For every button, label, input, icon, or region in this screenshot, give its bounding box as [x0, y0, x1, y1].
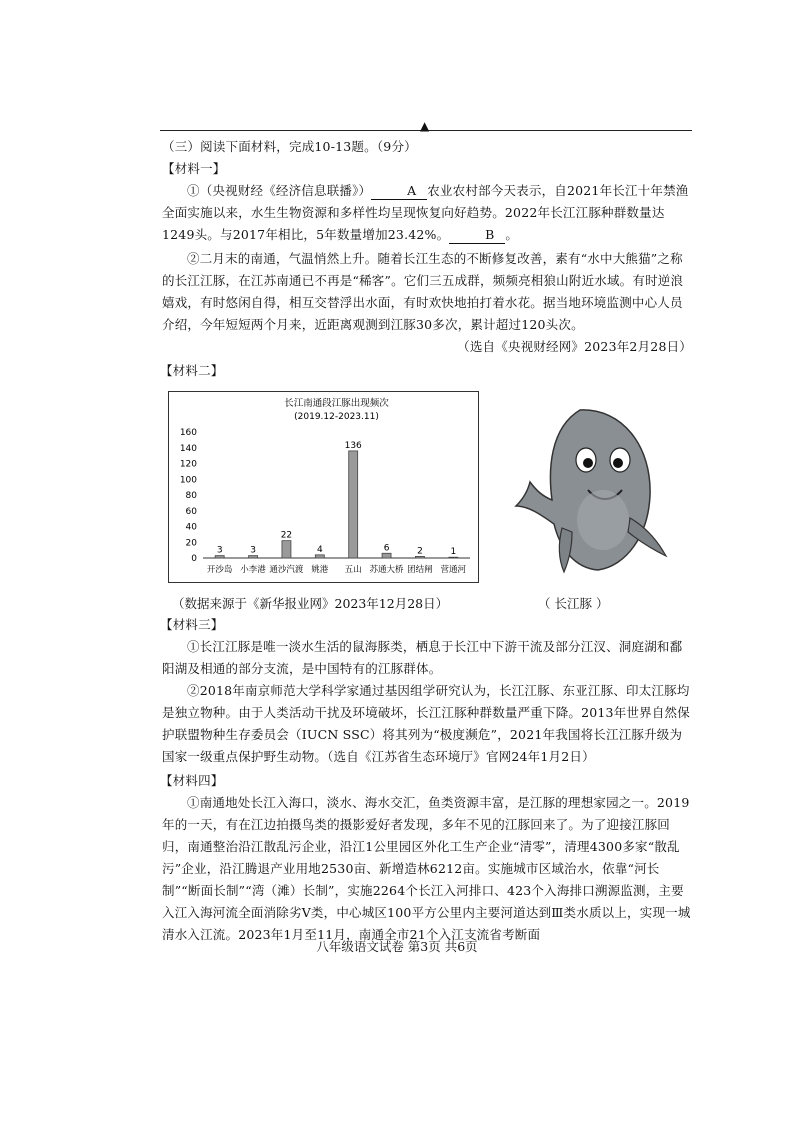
- triangle-marker-icon: ▲: [420, 119, 430, 133]
- material1-heading: 【材料一】: [162, 161, 226, 176]
- blank-a: A: [371, 183, 427, 200]
- bar-chart-svg: [169, 392, 478, 582]
- bar: [382, 553, 391, 558]
- p1-prefix: ①（央视财经《经济信息联播》）: [187, 183, 372, 198]
- dolphin-caption: （ 长江豚 ）: [538, 596, 609, 611]
- x-tick-label: 营通河: [440, 565, 467, 575]
- finless-porpoise-illustration: [510, 398, 670, 578]
- x-tick-label: 开沙岛: [206, 565, 233, 575]
- material1-paragraph1: [162, 180, 692, 246]
- y-tick-label: 140: [179, 443, 197, 454]
- bar: [415, 556, 424, 558]
- p1-end: 。: [505, 227, 519, 242]
- y-tick-label: 40: [185, 522, 197, 533]
- material1-source: （选自《央视财经网》2023年2月28日）: [457, 339, 692, 354]
- y-tick-label: 80: [185, 491, 197, 501]
- bar-data-label: 22: [280, 530, 293, 541]
- bar: [282, 541, 291, 558]
- bar-data-label: 3: [250, 545, 256, 556]
- chart-title: 长江南通段江豚出现频次: [284, 398, 389, 409]
- y-tick-label: 60: [185, 506, 197, 517]
- y-tick-label: 20: [185, 538, 197, 549]
- bar-data-label: 136: [344, 440, 362, 451]
- bar: [449, 557, 458, 558]
- bar: [315, 555, 324, 558]
- bar-chart: [168, 391, 479, 583]
- x-tick-label: 五山: [344, 565, 362, 575]
- x-tick-label: 通沙汽渡: [269, 565, 304, 575]
- material2-source: （数据来源于《新华报业网》2023年12月28日）: [172, 596, 449, 611]
- section-title: （三）阅读下面材料，完成10-13题。（9分）: [162, 139, 417, 154]
- x-tick-label: 苏通大桥: [369, 565, 404, 575]
- y-tick-label: 0: [191, 554, 197, 564]
- bar-data-label: 4: [316, 544, 323, 555]
- y-tick-label: 100: [179, 475, 197, 486]
- material2-heading: 【材料二】: [160, 363, 224, 378]
- material3-heading: 【材料三】: [160, 617, 224, 632]
- y-tick-label: 160: [179, 428, 197, 438]
- material3-paragraph1: ①长江江豚是唯一淡水生活的鼠海豚类，栖息于长江中下游干流及部分江汊、洞庭湖和鄱阳湖及相通的部分支流，是中国特有的江豚群体。: [162, 639, 683, 676]
- material4-paragraph1: ①南通地处长江入海口，淡水、海水交汇，鱼类资源丰富，是江豚的理想家园之一。2019年的一天，有在江边拍摄鸟类的摄影爱好者发现，多年不见的江豚回来了。为了迎接江豚回归，南通整治沿江散乱污企业，沿江1公里园区外化工生产企业“清零”，清理4300多家“散乱污”企业，沿江腾退产业用地2530亩、新增造林6212亩。实施城市区域治水，依靠“河长制”“断面长制”“湾（滩）长制”，实施2264个长江入河排口、423个入海排口溯源监测，主要入江入海河流全面消除劣Ⅴ类，中心城区100平方公里内主要河道达到Ⅲ类水质以上，实现一城清水入江流。2023年1月至11月，南通全市21个入江支流省考断面: [162, 795, 691, 942]
- bar-data-label: 2: [417, 546, 423, 557]
- bar-data-label: 3: [216, 545, 223, 556]
- x-tick-label: 团结闸: [407, 565, 433, 575]
- bar: [349, 451, 358, 558]
- y-tick-label: 120: [179, 459, 197, 470]
- bar: [215, 556, 224, 558]
- material1-paragraph2: ②二月末的南通，气温悄然上升。随着长江生态的不断修复改善，素有“水中大熊猫”之称的长江江豚，在江苏南通已不再是“稀客”。它们三五成群，频频亮相狼山附近水域。有时逆浪嬉戏，有时悠闲自得，相互交替浮出水面，有时欢快地拍打着水花。据当地环境监测中心人员介绍，今年短短两个月来，近距离观测到江豚30多次，累计超过120头次。: [162, 251, 684, 332]
- bar-data-label: 6: [383, 543, 390, 554]
- x-tick-label: 姚港: [311, 565, 329, 575]
- bar: [249, 556, 258, 558]
- bar-data-label: 1: [450, 547, 457, 558]
- page-footer: 八年级语文试卷 第3页 共6页: [316, 939, 478, 954]
- material3-paragraph2: ②2018年南京师范大学科学家通过基因组学研究认为，长江江豚、东亚江豚、印太江豚均是独立物种。由于人类活动干扰及环境破坏，长江江豚种群数量严重下降。2013年世界自然保护联盟物种生存委员会（IUCN SSC）将其列为“极度濒危”，2021年我国将长江江豚升级为国家一级重点保护野生动物。（选自《江苏省生态环境厅》官网24年1月2日）: [162, 683, 690, 764]
- x-tick-label: 小李港: [240, 565, 266, 575]
- p1-mid: 农业农村部今天表示，自2021年长江十年禁渔全面实施以来，水生生物资源和多样性均呈现恢复向好趋势。2022年长江江豚种群数量达1249头。与2017年相比，5年数量增加23.42%。: [162, 183, 689, 242]
- material4-heading: 【材料四】: [160, 773, 224, 788]
- chart-subtitle: (2019.12-2023.11): [294, 412, 379, 422]
- blank-b: B: [449, 227, 505, 244]
